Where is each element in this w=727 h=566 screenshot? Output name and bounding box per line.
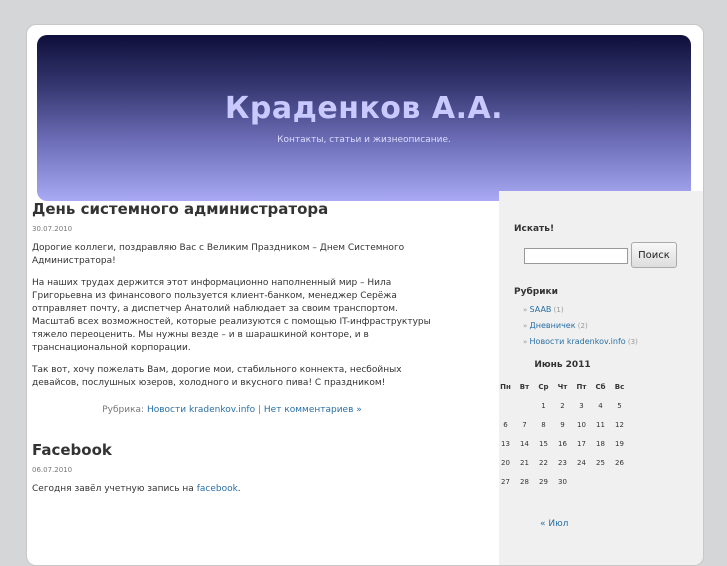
calendar-day [496,396,515,415]
calendar-day: 23 [558,458,567,467]
category-item [511,321,638,330]
post [32,441,432,496]
meta-separator: | [257,405,262,415]
calendar-day: 30 [558,477,567,486]
calendar-day: 11 [596,420,605,429]
calendar [496,360,629,491]
post-text: Сегодня завёл учетную запись на [32,484,194,494]
post-title[interactable]: Facebook [32,441,112,459]
calendar-day: 28 [520,477,529,486]
bullet: » [523,322,528,330]
calendar-prev-link[interactable]: « Июл [540,519,569,529]
weekday: Пт [576,382,587,391]
post-title[interactable]: День системного администратора [32,200,329,218]
calendar-caption: Июнь 2011 [534,360,591,370]
calendar-week [496,434,629,453]
category-link[interactable]: Новости kradenkov.info [146,405,256,415]
calendar-day [515,396,534,415]
calendar-day: 16 [558,439,567,448]
category-count: (3) [627,338,638,346]
weekday: Ср [538,382,549,391]
post [32,200,432,415]
calendar-week [496,396,629,415]
header-banner [37,35,691,201]
calendar-day [610,472,629,491]
calendar-day: 2 [560,401,565,410]
calendar-day: 12 [615,420,624,429]
bullet: » [523,338,528,346]
post-paragraph: На наших трудах держится этот информационно наполненный мир – Нила Григорьевна из финансового пользуется клиент-банком, менеджер Серёжа отправляет почту, а диспетчер Анатолий наблюдает за своим транспортом. Масштаб всех возможностей, которые реализуются с помощью IT-инфраструктуры тяжело переоценить. Мы нужны везде – и в шарашкиной конторе, и в транснациональной корпорации. [32,278,431,353]
calendar-day: 27 [501,477,510,486]
post-paragraph [32,483,432,496]
calendar-day: 26 [615,458,624,467]
category-count: (1) [553,306,564,314]
weekday: Сб [595,382,606,391]
search-title: Искать! [514,224,555,234]
calendar-day: 22 [539,458,548,467]
calendar-day: 25 [596,458,605,467]
calendar-week [496,472,629,491]
calendar-day: 3 [579,401,584,410]
bullet: » [523,306,528,314]
blog-title[interactable]: Краденков А.А. [224,91,504,126]
category-prefix: Рубрика: [102,405,145,415]
calendar-day: 15 [539,439,548,448]
weekday: Вт [519,382,530,391]
calendar-day: 6 [503,420,508,429]
post-paragraph: Так вот, хочу пожелать Вам, дорогие мои, стабильного коннекта, несбойных девайсов, послушных юзеров, холодного и вкусного пива! С праздником! [32,365,402,388]
weekday: Пн [500,382,511,391]
calendar-day: 20 [501,458,510,467]
post-body [32,242,432,390]
calendar-day: 1 [541,401,546,410]
post-meta [32,405,432,415]
weekday: Вс [614,382,625,391]
facebook-link[interactable]: facebook [196,484,238,494]
calendar-day [572,472,591,491]
calendar-day: 5 [617,401,622,410]
post-paragraph: Дорогие коллеги, поздравляю Вас с Великим Праздником – Днем Системного Администратора! [32,243,405,266]
calendar-day: 14 [520,439,529,448]
comments-link[interactable]: Нет комментариев » [263,405,362,415]
calendar-day: 18 [596,439,605,448]
search-button[interactable]: Поиск [631,242,677,268]
content [32,200,432,496]
category-link-news[interactable]: Новости kradenkov.info [529,337,626,346]
post-text-end: . [237,484,241,494]
calendar-day: 10 [577,420,586,429]
calendar-week [496,415,629,434]
category-count: (2) [577,322,588,330]
calendar-day: 13 [501,439,510,448]
calendar-day: 8 [541,420,546,429]
category-item [511,305,638,314]
calendar-day: 17 [577,439,586,448]
post-date: 06.07.2010 [32,466,73,474]
calendar-day: 4 [598,401,603,410]
category-link-diary[interactable]: Дневничек [529,321,576,330]
post-date: 30.07.2010 [32,225,73,233]
category-item [511,337,638,346]
calendar-day: 21 [520,458,529,467]
calendar-day: 29 [539,477,548,486]
category-link-saab[interactable]: SAAB [529,305,552,314]
blog-description: Контакты, статьи и жизнеописание. [277,135,451,145]
calendar-day: 9 [560,420,565,429]
calendar-day [591,472,610,491]
search-input[interactable] [524,248,628,264]
calendar-day: 24 [577,458,586,467]
calendar-day: 7 [522,420,527,429]
calendar-week [496,453,629,472]
categories-list [511,305,638,353]
categories-title: Рубрики [514,287,558,297]
weekday: Чт [557,382,568,391]
calendar-weekdays [496,377,629,396]
post-body [32,483,432,496]
calendar-day: 19 [615,439,624,448]
